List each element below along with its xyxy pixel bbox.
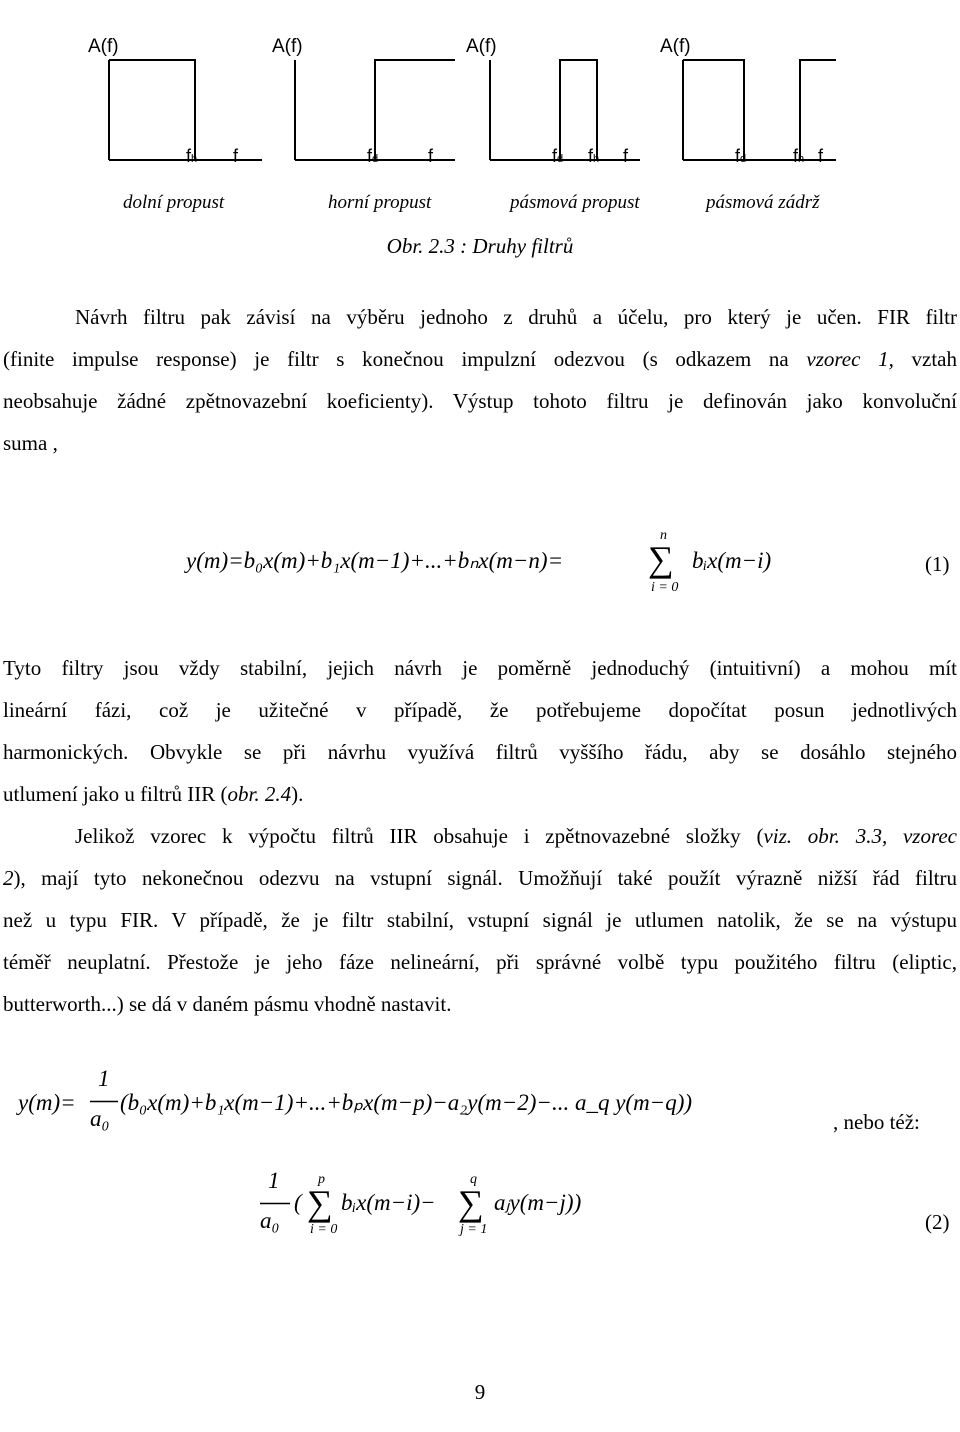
- eq2-sum1-top: p: [318, 1172, 325, 1187]
- eq2-nebo-tez: , nebo též:: [833, 1110, 920, 1134]
- eq2-open-paren: (: [294, 1190, 302, 1215]
- para1-line4: suma ,: [3, 431, 58, 455]
- caption-band-pass: pásmová propust: [510, 192, 640, 213]
- eq2-line2-frac-bar: [260, 1202, 290, 1205]
- eq2-mid: bᵢx(m−i)−: [341, 1190, 436, 1215]
- panel1-tick-fh: fh: [186, 146, 198, 166]
- para3-line5: butterworth...) se dá v daném pásmu vhodně nastavit.: [3, 992, 452, 1016]
- eq1-sigma-icon: ∑: [648, 539, 674, 579]
- eq1-sum-top: n: [660, 528, 667, 543]
- eq2-sum2-bottom: j = 1: [460, 1222, 488, 1237]
- panel2-tick-fd: fd: [367, 146, 379, 166]
- eq2-line2-num: 1: [268, 1168, 280, 1193]
- para2-line1: Tyto filtry jsou vždy stabilní, jejich návrh je poměrně jednoduchý (intuitivní) a mohou mít: [3, 656, 957, 680]
- para3-line2: 2), mají tyto nekonečnou odezvu na vstupní signál. Umožňují také použít výrazně nižší řád filtru: [3, 866, 957, 890]
- eq1-sum-bottom: i = 0: [651, 580, 679, 595]
- paragraph-iir: [3, 815, 957, 1025]
- panel2-ylabel: A(f): [272, 36, 303, 57]
- eq2-frac-den: a₀: [90, 1106, 110, 1131]
- eq2-line2-den: a₀: [260, 1208, 280, 1233]
- panel3-response: [560, 60, 597, 160]
- eq2-sum2-top: q: [470, 1172, 477, 1187]
- caption-low-pass: dolní propust: [123, 192, 225, 213]
- panel4-ylabel: A(f): [660, 36, 691, 57]
- eq1-main: y(m)=b₀x(m)+b₁x(m−1)+...+bₙx(m−n)=: [186, 548, 564, 573]
- para3-line1: Jelikož vzorec k výpočtu filtrů IIR obsahuje i zpětnovazebné složky (viz. obr. 3.3, vzorec: [75, 824, 957, 848]
- eq2-tail: aⱼy(m−j)): [494, 1190, 582, 1215]
- page-number: 9: [474, 1380, 486, 1404]
- eq2-sigma2-icon: ∑: [458, 1183, 484, 1223]
- caption-high-pass: horní propust: [328, 192, 432, 213]
- para3-line4: téměř neuplatní. Přestože je jeho fáze nelineární, při správné volbě typu použitého filtru (eliptic,: [3, 950, 957, 974]
- panel4-tick-fh: fh: [793, 146, 805, 166]
- eq2-number: (2): [925, 1210, 950, 1234]
- panel1-tick-f: f: [233, 146, 239, 166]
- panel3-ylabel: A(f): [466, 36, 497, 57]
- panel4-tick-f: f: [818, 146, 824, 166]
- panel4-response-left: [683, 60, 744, 160]
- eq2-frac-bar: [90, 1100, 118, 1103]
- para1-line1: Návrh filtru pak závisí na výběru jednoho z druhů a účelu, pro který je učen. FIR filtr: [75, 305, 957, 329]
- para1-line3: neobsahuje žádné zpětnovazební koeficienty). Výstup tohoto filtru je definován jako konvoluční: [3, 389, 957, 413]
- paragraph-fir-intro: [3, 296, 957, 464]
- filter-types-figure: [0, 0, 960, 190]
- eq2-frac-num: 1: [98, 1066, 110, 1091]
- figure-title: Obr. 2.3 : Druhy filtrů: [386, 234, 574, 258]
- eq2-body: (b₀x(m)+b₁x(m−1)+...+bₚx(m−p)−a₂y(m−2)−... a_q y(m−q)): [120, 1090, 693, 1115]
- panel1-ylabel: A(f): [88, 36, 119, 57]
- panel3-tick-fd: fd: [552, 146, 564, 166]
- para2-line4: utlumení jako u filtrů IIR (obr. 2.4).: [3, 782, 304, 806]
- panel4-tick-fd: fd: [735, 146, 747, 166]
- panel3-tick-fh: fh: [588, 146, 600, 166]
- para1-line2: (finite impulse response) je filtr s konečnou impulzní odezvou (s odkazem na vzorec 1, vztah: [3, 347, 957, 371]
- eq2-lhs: y(m)=: [18, 1090, 76, 1115]
- panel2-response: [375, 60, 455, 160]
- eq2-sigma1-icon: ∑: [307, 1183, 333, 1223]
- panel3-tick-f: f: [623, 146, 629, 166]
- para3-line3: než u typu FIR. V případě, že je filtr stabilní, vstupní signál je utlumen natolik, že se na výstupu: [3, 908, 957, 932]
- eq1-number: (1): [925, 552, 950, 576]
- para2-line3: harmonických. Obvykle se při návrhu využívá filtrů vyššího řádu, aby se dosáhlo stejného: [3, 740, 957, 764]
- panel4-response-right: [800, 60, 836, 160]
- caption-band-stop: pásmová zádrž: [706, 192, 820, 213]
- eq2-sum1-bottom: i = 0: [310, 1222, 338, 1237]
- eq1-tail: bᵢx(m−i): [692, 548, 772, 573]
- paragraph-fir-properties: [3, 647, 957, 815]
- para2-line2: lineární fázi, což je užitečné v případě, že potřebujeme dopočítat posun jednotlivých: [3, 698, 957, 722]
- panel1-response: [109, 60, 195, 160]
- panel2-tick-f: f: [428, 146, 434, 166]
